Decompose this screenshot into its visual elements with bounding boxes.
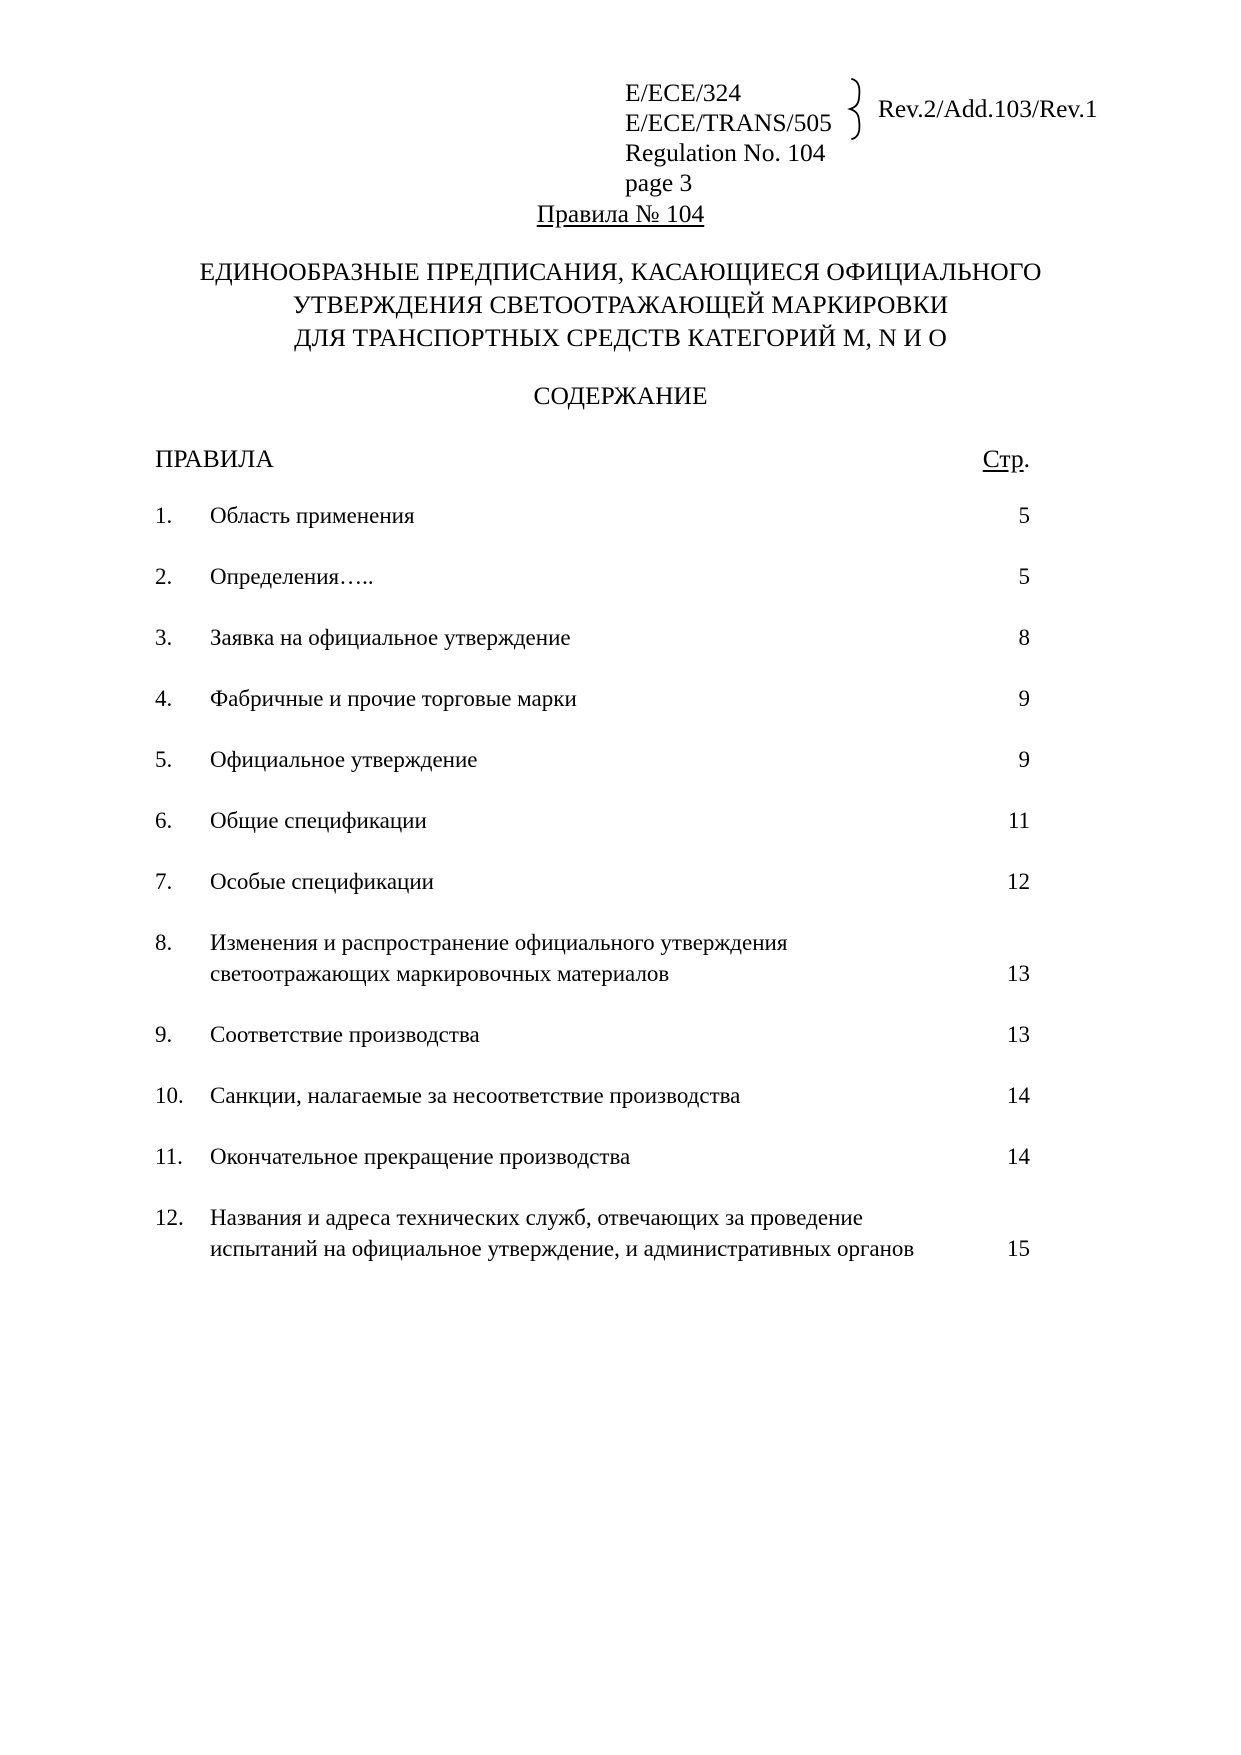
toc-entry-page: 13: [1007, 961, 1030, 986]
toc-entry-page: 8: [1018, 625, 1030, 650]
toc-entry-number: 12.: [155, 1205, 184, 1230]
toc-column-header-pages-underlined: Стр: [982, 444, 1024, 473]
toc-entry[interactable]: [155, 927, 1030, 989]
toc-entry[interactable]: [155, 1080, 1030, 1111]
toc-entry-title-continued: испытаний на официальное утверждение, и административных органов: [210, 1236, 915, 1261]
toc-entry[interactable]: [155, 561, 1030, 592]
page-title-line-2: УТВЕРЖДЕНИЯ СВЕТООТРАЖАЮЩЕЙ МАРКИРОВКИ: [292, 290, 949, 319]
document-header: [625, 78, 1098, 198]
toc-entry-page: 12: [1007, 869, 1030, 894]
toc-entry-number: 3.: [155, 625, 173, 650]
toc-entry[interactable]: [155, 744, 1030, 775]
toc-entry-number: 8.: [155, 930, 173, 955]
toc-column-header-pages-suffix: .: [1023, 444, 1030, 473]
toc-entry-number: 9.: [155, 1022, 173, 1047]
regulation-heading: [0, 199, 1241, 229]
toc-entry-title: Заявка на официальное утверждение: [210, 625, 571, 650]
symbol-line-2: E/ECE/TRANS/505: [625, 108, 832, 137]
toc-entry-title: Окончательное прекращение производства: [210, 1144, 631, 1169]
toc-entry-number: 6.: [155, 808, 173, 833]
toc-column-header-pages: [983, 444, 1030, 474]
revision-label: Rev.2/Add.103/Rev.1: [877, 94, 1098, 123]
page-title-line-3: ДЛЯ ТРАНСПОРТНЫХ СРЕДСТВ КАТЕГОРИЙ M, N И O: [294, 323, 947, 352]
curly-brace-icon: [846, 78, 872, 140]
toc-entry-number: 4.: [155, 686, 173, 711]
toc-entry-title: Область применения: [210, 503, 415, 528]
toc-column-header-left: ПРАВИЛА: [155, 444, 274, 473]
toc-entry-number: 7.: [155, 869, 173, 894]
toc-entry-title: Соответствие производства: [210, 1022, 480, 1047]
toc-entry-page: 11: [1007, 808, 1030, 833]
toc-entry-page: 9: [1018, 747, 1030, 772]
toc-entry-title-continued: светоотражающих маркировочных материалов: [210, 961, 670, 986]
toc-entry[interactable]: [155, 805, 1030, 836]
toc-entry-title: Официальное утверждение: [210, 747, 478, 772]
table-of-contents: [155, 500, 1030, 1294]
toc-entry-page: 14: [1007, 1144, 1030, 1169]
toc-entry-title: Общие спецификации: [210, 808, 427, 833]
toc-entry[interactable]: [155, 622, 1030, 653]
toc-entry-page: 14: [1007, 1083, 1030, 1108]
toc-entry[interactable]: [155, 1019, 1030, 1050]
document-symbol-lines: [625, 78, 832, 198]
toc-entry-title: Определения…..: [210, 564, 374, 589]
toc-entry-title: Изменения и распространение официального утверждения: [210, 930, 788, 955]
toc-entry-page: 5: [1018, 503, 1030, 528]
toc-column-header: [155, 444, 1030, 474]
toc-entry-page: 5: [1018, 564, 1030, 589]
page-title: [0, 255, 1241, 354]
toc-entry[interactable]: [155, 1141, 1030, 1172]
toc-entry[interactable]: [155, 1202, 1030, 1264]
page-title-line-1: ЕДИНООБРАЗНЫЕ ПРЕДПИСАНИЯ, КАСАЮЩИЕСЯ ОФИЦИАЛЬНОГО: [199, 257, 1042, 286]
symbol-line-1: E/ECE/324: [625, 78, 742, 107]
toc-entry[interactable]: [155, 866, 1030, 897]
toc-entry-title: Особые спецификации: [210, 869, 434, 894]
regulation-number-line: Regulation No. 104: [625, 138, 826, 167]
toc-entry-page: 15: [1007, 1236, 1030, 1261]
toc-entry-number: 5.: [155, 747, 173, 772]
toc-entry-page: 13: [1007, 1022, 1030, 1047]
toc-entry-number: 10.: [155, 1083, 184, 1108]
toc-entry[interactable]: [155, 500, 1030, 531]
toc-entry-number: 2.: [155, 564, 173, 589]
toc-entry[interactable]: [155, 683, 1030, 714]
toc-entry-title: Фабричные и прочие торговые марки: [210, 686, 577, 711]
page-number-line: page 3: [625, 168, 693, 197]
toc-entry-title: Санкции, налагаемые за несоответствие производства: [210, 1083, 741, 1108]
toc-entry-title: Названия и адреса технических служб, отвечающих за проведение: [210, 1205, 863, 1230]
regulation-heading-text: Правила № 104: [536, 199, 705, 228]
toc-entry-number: 11.: [155, 1144, 183, 1169]
toc-entry-page: 9: [1018, 686, 1030, 711]
contents-caption: СОДЕРЖАНИЕ: [533, 381, 708, 410]
toc-entry-number: 1.: [155, 503, 173, 528]
